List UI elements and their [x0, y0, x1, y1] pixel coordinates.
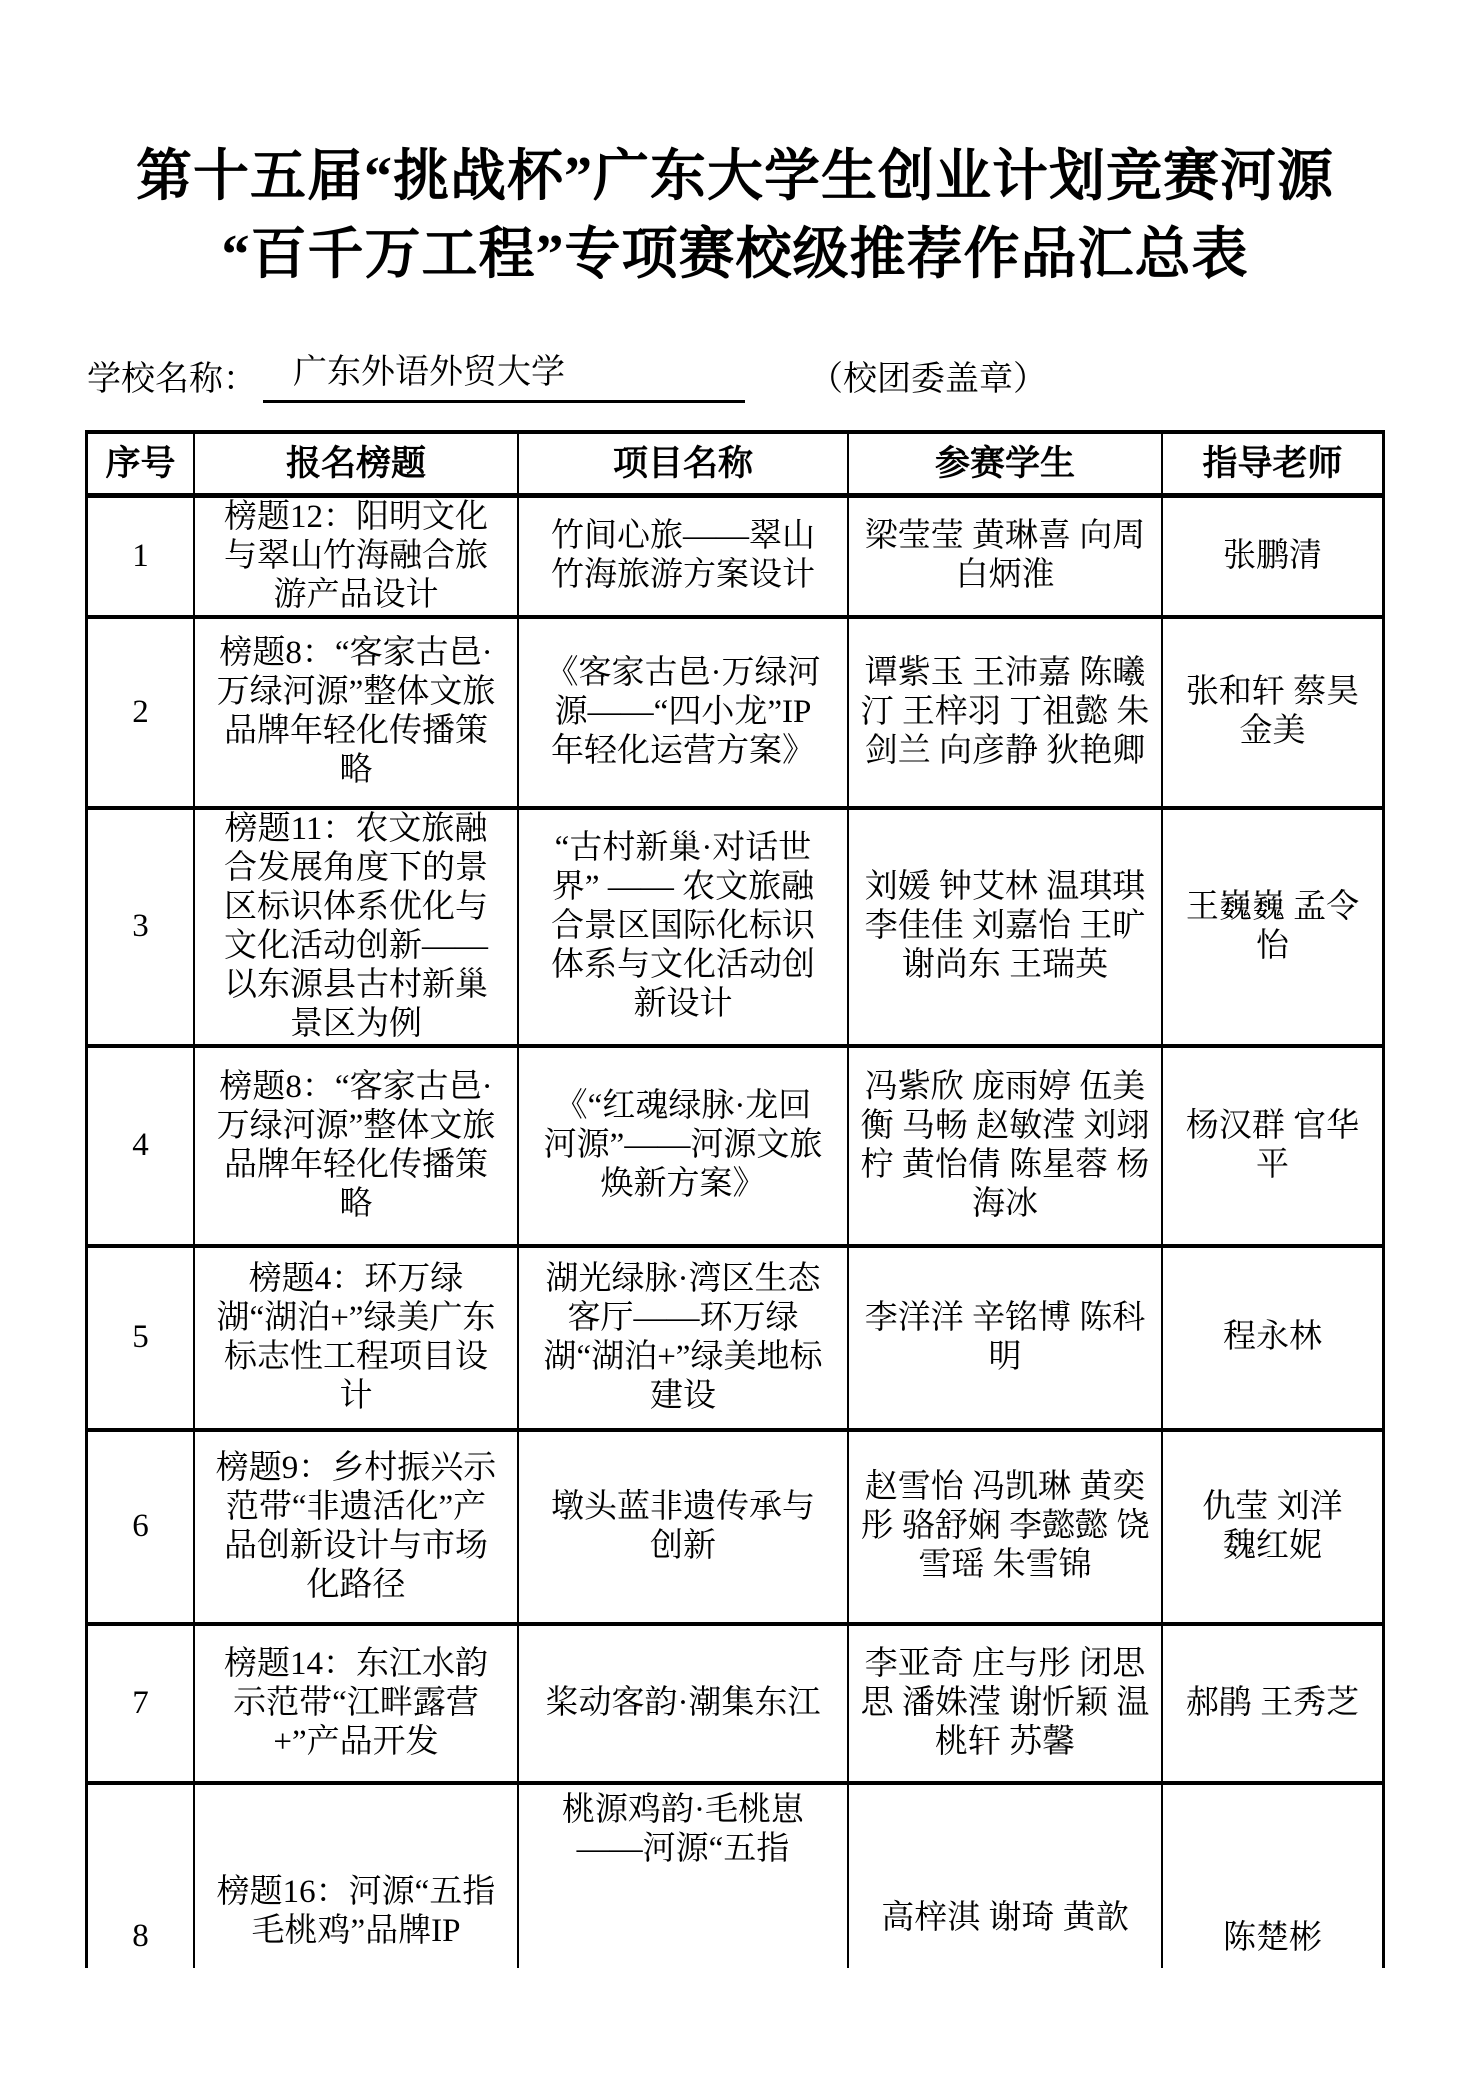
cell-topic: 榜题11：农文旅融合发展角度下的景区标识体系优化与文化活动创新——以东源县古村新巢景区为例 — [194, 808, 518, 1046]
cell-topic: 榜题4：环万绿湖“湖泊+”绿美广东标志性工程项目设计 — [194, 1246, 518, 1430]
cell-students: 高梓淇 谢琦 黄歆 — [848, 1783, 1162, 1968]
cell-students: 李洋洋 辛铭博 陈科明 — [848, 1246, 1162, 1430]
cell-project: 桨动客韵·潮集东江 — [518, 1624, 848, 1783]
cell-topic: 榜题8：“客家古邑·万绿河源”整体文旅品牌年轻化传播策略 — [194, 1046, 518, 1246]
table-row — [88, 617, 1382, 808]
cell-students: 李亚奇 庄与彤 闭思思 潘姝滢 谢忻颖 温桃轩 苏馨 — [848, 1624, 1162, 1783]
cell-no: 3 — [88, 808, 194, 1046]
table-header-row — [88, 434, 1382, 495]
summary-table-wrapper — [85, 430, 1385, 1968]
cell-teachers: 杨汉群 官华平 — [1162, 1046, 1382, 1246]
column-header-topic: 报名榜题 — [194, 434, 518, 495]
cell-project: 墩头蓝非遗传承与创新 — [518, 1430, 848, 1624]
column-header-teachers: 指导老师 — [1162, 434, 1382, 495]
cell-topic: 榜题8：“客家古邑·万绿河源”整体文旅品牌年轻化传播策略 — [194, 617, 518, 808]
table-row — [88, 1624, 1382, 1783]
cell-topic: 榜题12：阳明文化与翠山竹海融合旅游产品设计 — [194, 495, 518, 617]
cell-topic: 榜题9：乡村振兴示范带“非遗活化”产品创新设计与市场化路径 — [194, 1430, 518, 1624]
cell-teachers: 程永林 — [1162, 1246, 1382, 1430]
school-line — [87, 350, 1047, 403]
column-header-project: 项目名称 — [518, 434, 848, 495]
cell-students: 冯紫欣 庞雨婷 伍美衡 马畅 赵敏滢 刘翊柠 黄怡倩 陈星蓉 杨海冰 — [848, 1046, 1162, 1246]
cell-teachers: 陈楚彬 — [1223, 1919, 1322, 1956]
cell-topic: 榜题16：河源“五指毛桃鸡”品牌IP — [194, 1783, 518, 1968]
column-header-students: 参赛学生 — [848, 434, 1162, 495]
cell-students: 谭紫玉 王沛嘉 陈曦汀 王梓羽 丁祖懿 朱剑兰 向彦静 狄艳卿 — [848, 617, 1162, 808]
table-row-page-break — [88, 1783, 1382, 1968]
summary-table — [88, 434, 1382, 1968]
cell-students: 梁莹莹 黄琳喜 向周 白炳淮 — [848, 495, 1162, 617]
cell-no: 4 — [88, 1046, 194, 1246]
cell-project: 湖光绿脉·湾区生态客厅——环万绿湖“湖泊+”绿美地标建设 — [518, 1246, 848, 1430]
cell-no: 5 — [88, 1246, 194, 1430]
table-row — [88, 1430, 1382, 1624]
table-row — [88, 1246, 1382, 1430]
cell-project: 竹间心旅——翠山竹海旅游方案设计 — [518, 495, 848, 617]
seal-note: （校团委盖章） — [809, 361, 1047, 398]
cell-project: 《客家古邑·万绿河源——“四小龙”IP年轻化运营方案》 — [518, 617, 848, 808]
cell-students: 赵雪怡 冯凯琳 黄奕彤 骆舒娴 李懿懿 饶雪瑶 朱雪锦 — [848, 1430, 1162, 1624]
document-title-line1: 第十五届“挑战杯”广东大学生创业计划竞赛河源 — [136, 146, 1334, 208]
table-row — [88, 1046, 1382, 1246]
school-name-label: 学校名称： — [87, 361, 257, 398]
cell-no: 8 — [88, 1783, 194, 1968]
cell-project: 《“红魂绿脉·龙回河源”——河源文旅焕新方案》 — [518, 1046, 848, 1246]
cell-teachers: 仇莹 刘洋 魏红妮 — [1162, 1430, 1382, 1624]
cell-project: “古村新巢·对话世界” —— 农文旅融合景区国际化标识体系与文化活动创新设计 — [518, 808, 848, 1046]
cell-teachers: 郝鹃 王秀芝 — [1162, 1624, 1382, 1783]
cell-teachers: 张和轩 蔡昊 金美 — [1162, 617, 1382, 808]
column-header-no: 序号 — [88, 434, 194, 495]
school-name-value: 广东外语外贸大学 — [263, 350, 745, 403]
table-row — [88, 495, 1382, 617]
cell-no: 1 — [88, 495, 194, 617]
cell-no: 2 — [88, 617, 194, 808]
document-title-line2: “百千万工程”专项赛校级推荐作品汇总表 — [221, 224, 1249, 286]
cell-no: 7 — [88, 1624, 194, 1783]
cell-no: 6 — [88, 1430, 194, 1624]
cell-teachers: 王巍巍 孟令怡 — [1162, 808, 1382, 1046]
cell-students: 刘媛 钟艾林 温琪琪 李佳佳 刘嘉怡 王旷 谢尚东 王瑞英 — [848, 808, 1162, 1046]
cell-project: 桃源鸡韵·毛桃崽——河源“五指 — [518, 1783, 848, 1968]
table-row — [88, 808, 1382, 1046]
cell-topic: 榜题14：东江水韵示范带“江畔露营+”产品开发 — [194, 1624, 518, 1783]
document-title — [0, 138, 1470, 294]
cell-teachers: 张鹏清 — [1162, 495, 1382, 617]
